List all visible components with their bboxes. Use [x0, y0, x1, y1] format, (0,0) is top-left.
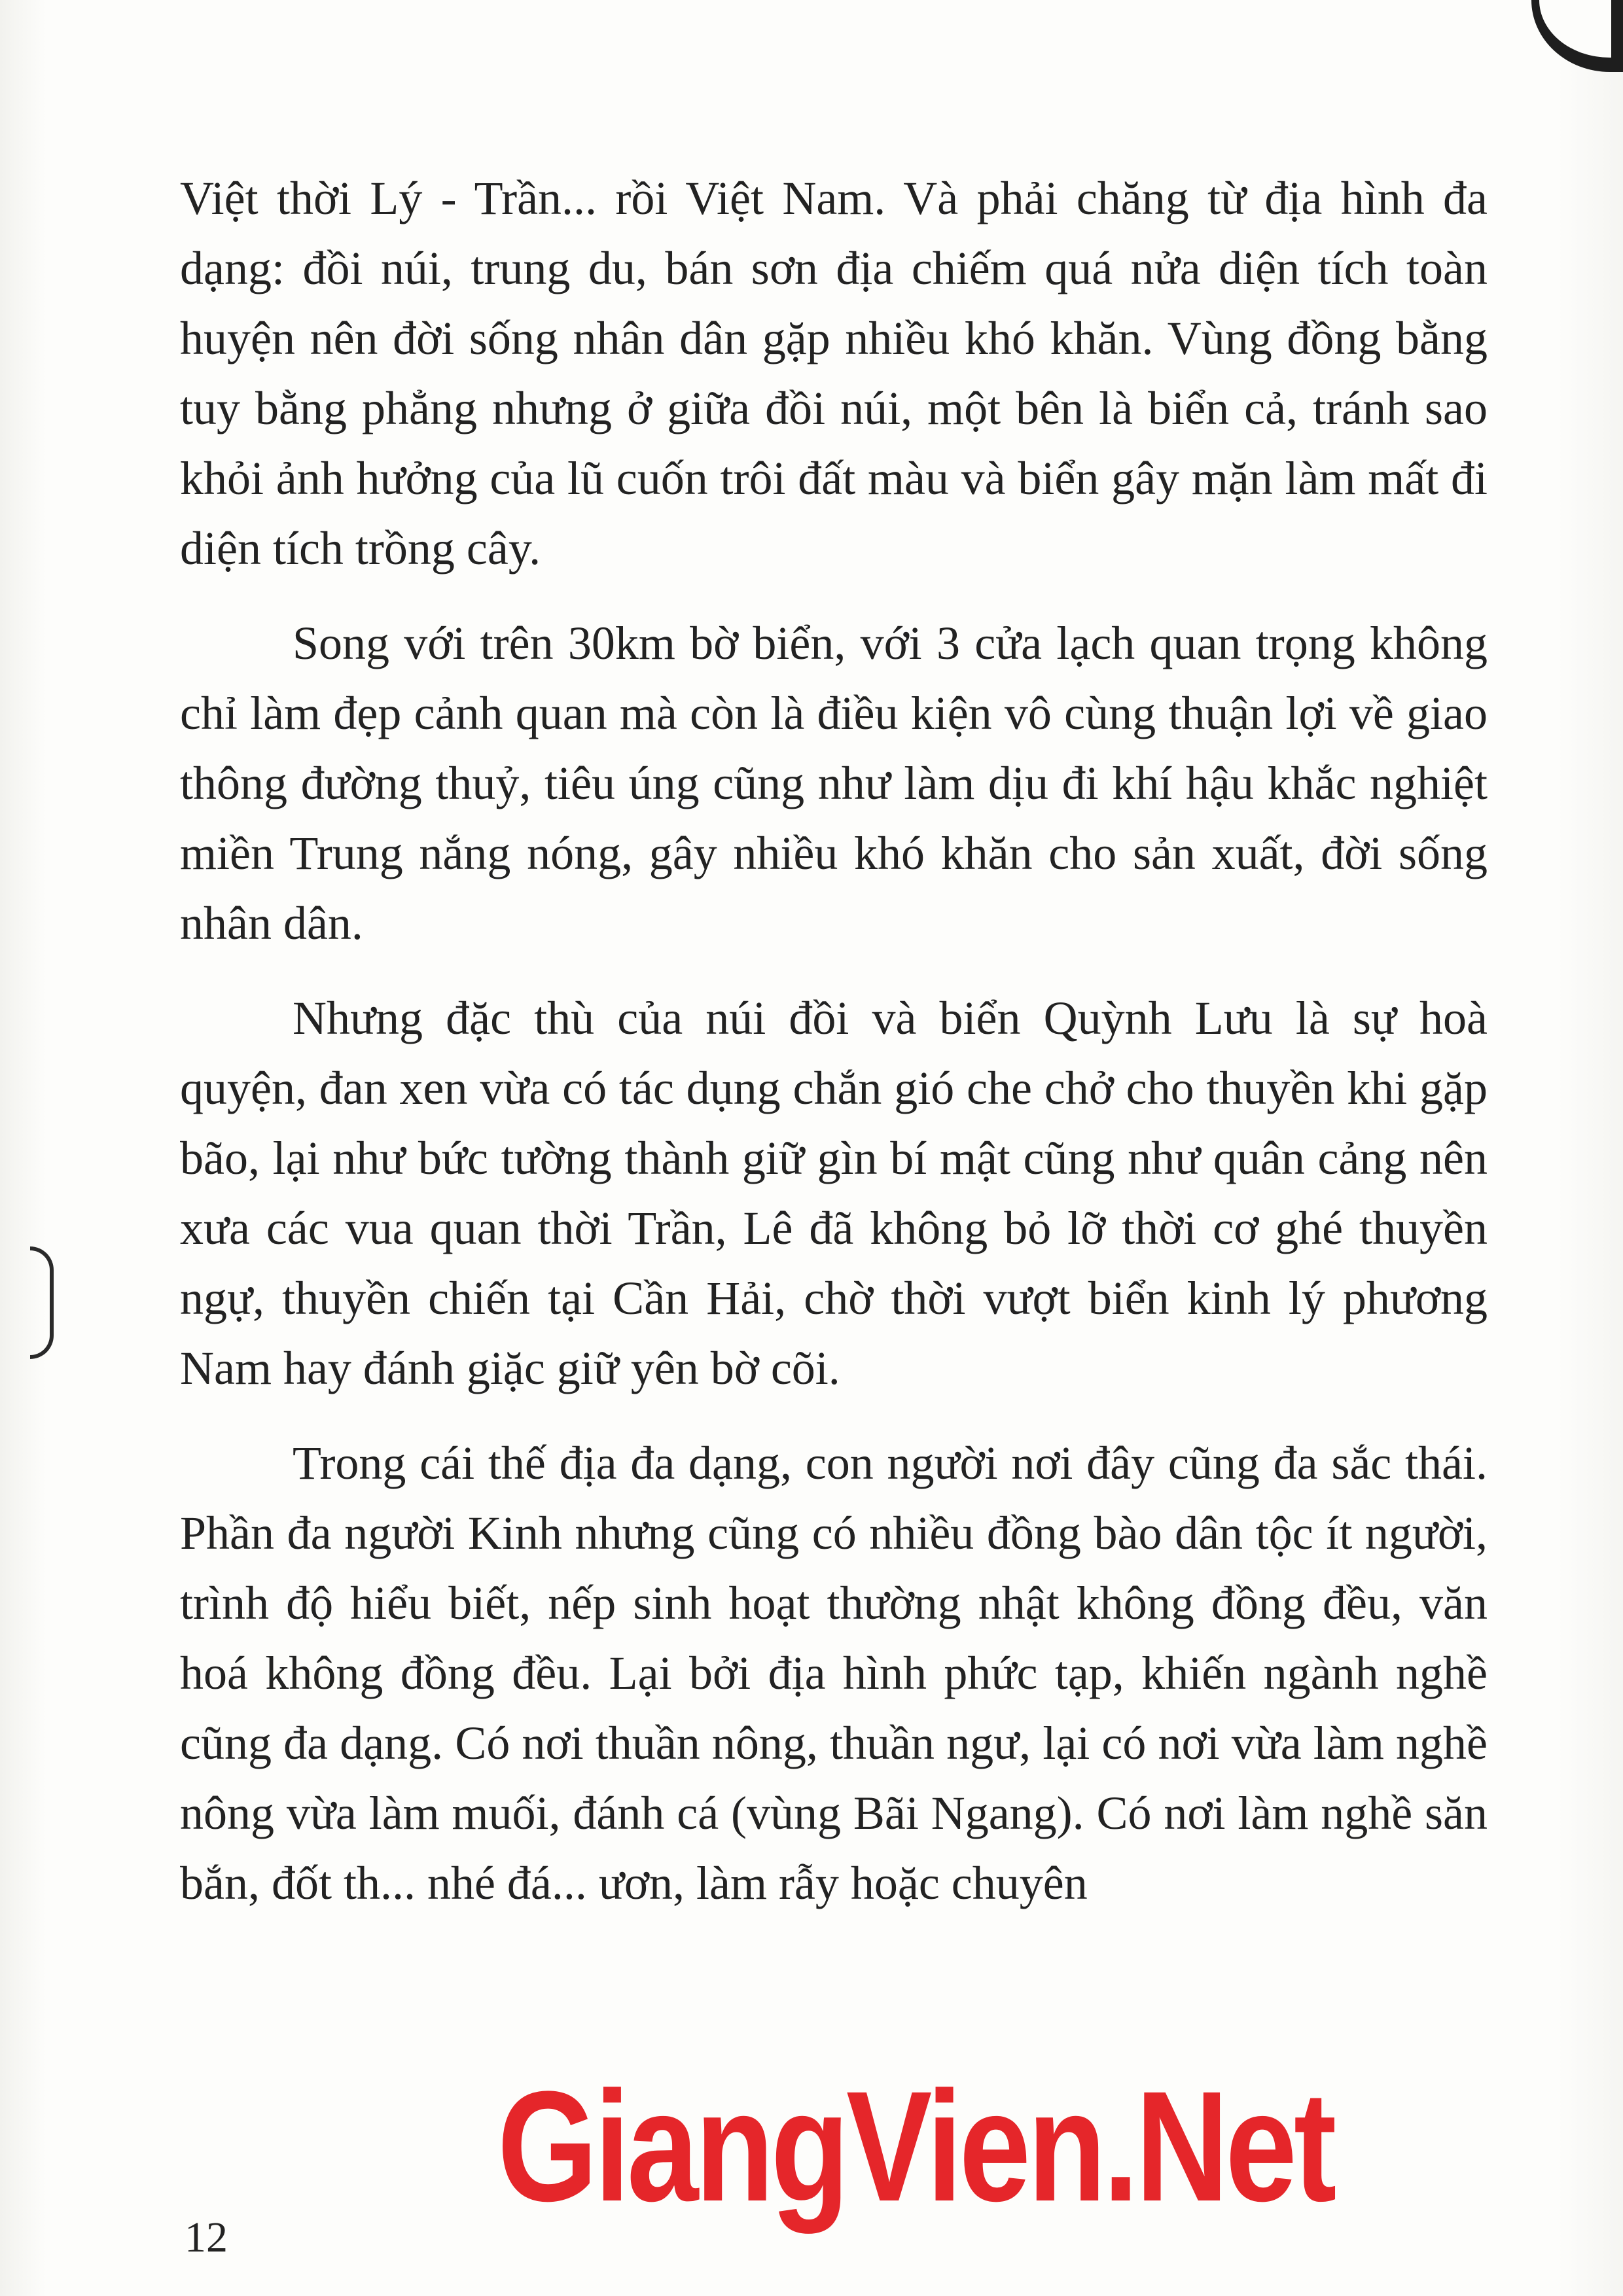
- paragraph-3: Nhưng đặc thù của núi đồi và biển Quỳnh Lưu là sự hoà quyện, đan xen vừa có tác dụng chắn gió che chở cho thuyền khi gặp bão, lại như bức tường thành giữ gìn bí mật cũng như quân cảng nên xưa các vua quan thời Trần, Lê đã không bỏ lỡ thời cơ ghé thuyền ngự, thuyền chiến tại Cần Hải, chờ thời vượt biển kinh lý phương Nam hay đánh giặc giữ yên bờ cõi.: [180, 992, 1488, 1394]
- page-body-text: [180, 164, 1488, 1943]
- paragraph-1: Việt thời Lý - Trần... rồi Việt Nam. Và phải chăng từ địa hình đa dạng: đồi núi, trung du, bán sơn địa chiếm quá nửa diện tích toàn huyện nên đời sống nhân dân gặp nhiều khó khăn. Vùng đồng bằng tuy bằng phẳng nhưng ở giữa đồi núi, một bên là biển cả, tránh sao khỏi ảnh hưởng của lũ cuốn trôi đất màu và biển gây mặn làm mất đi diện tích trồng cây.: [180, 172, 1488, 574]
- watermark-logo: GiangVien.Net: [497, 2058, 1334, 2234]
- paragraph-2: Song với trên 30km bờ biển, với 3 cửa lạch quan trọng không chỉ làm đẹp cảnh quan mà còn là điều kiện vô cùng thuận lợi về giao thông đường thuỷ, tiêu úng cũng như làm dịu đi khí hậu khắc nghiệt miền Trung nắng nóng, gây nhiều khó khăn cho sản xuất, đời sống nhân dân.: [180, 617, 1488, 949]
- page-corner-curl: [1539, 0, 1611, 58]
- binding-clip-mark: [30, 1246, 54, 1359]
- page-number: 12: [185, 2214, 228, 2261]
- page-corner-shadow: [1531, 0, 1623, 72]
- paragraph-4: Trong cái thế địa đa dạng, con người nơi đây cũng đa sắc thái. Phần đa người Kinh nhưng cũng có nhiều đồng bào dân tộc ít người, trình độ hiểu biết, nếp sinh hoạt thường nhật không đồng đều, văn hoá không đồng đều. Lại bởi địa hình phức tạp, khiến ngành nghề cũng đa dạng. Có nơi thuần nông, thuần ngư, lại có nơi vừa làm nghề nông vừa làm muối, đánh cá (vùng Bãi Ngang). Có nơi làm nghề săn bắn, đốt th... nhé đá... ươn, làm rẫy hoặc chuyên: [180, 1437, 1488, 1909]
